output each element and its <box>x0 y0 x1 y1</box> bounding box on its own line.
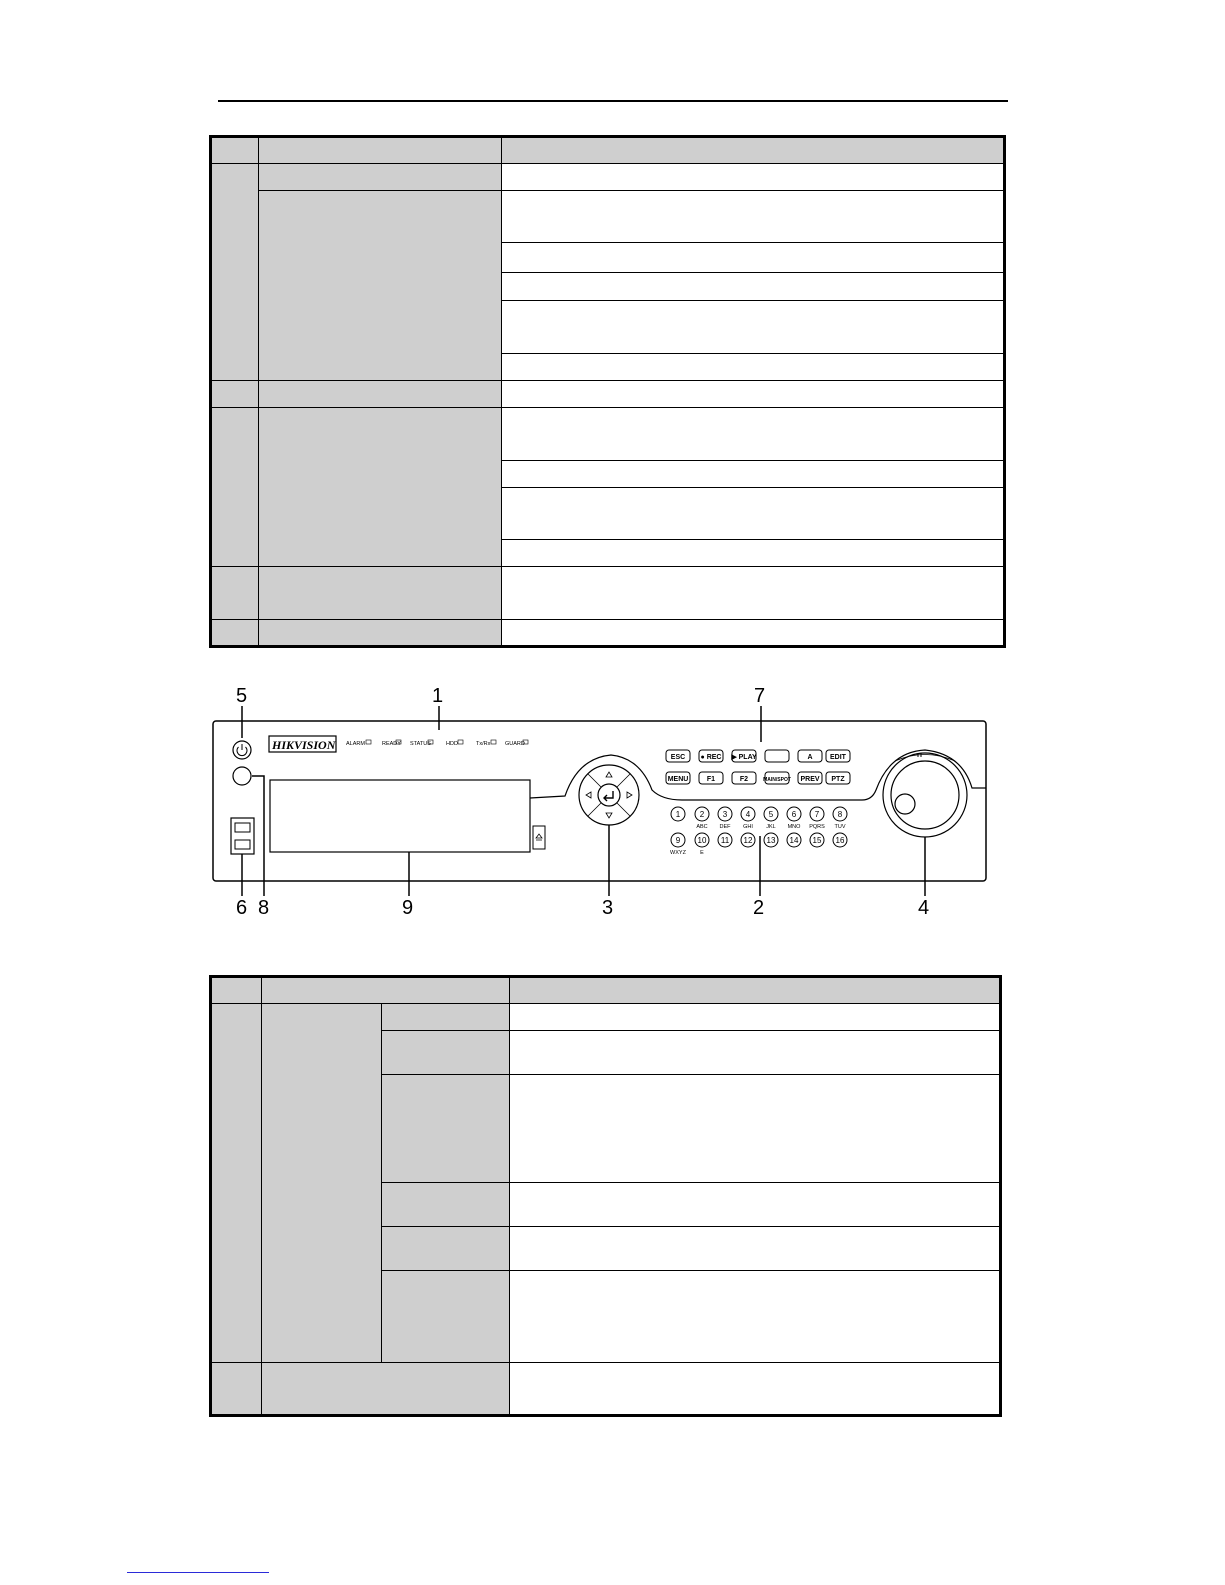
number-key-11-label: 11 <box>720 836 730 845</box>
row-name-cell <box>262 1363 510 1416</box>
row-function-cell <box>502 488 1005 540</box>
f2-button-label: F2 <box>739 776 749 783</box>
header-cell-name <box>262 977 510 1004</box>
row-name-cell <box>259 567 502 620</box>
row-number-cell <box>211 408 259 567</box>
ir-receiver <box>233 767 251 785</box>
row-name-cell <box>382 1183 510 1227</box>
row-function-cell <box>502 408 1005 461</box>
header-cell-function <box>510 977 1001 1004</box>
usb-port-1[interactable] <box>235 823 250 832</box>
hikvision-logo: HIKVISION <box>272 738 336 752</box>
number-key-6-label: 6 <box>791 810 797 819</box>
table-row <box>211 381 1005 408</box>
callout-7: 7 <box>754 685 766 707</box>
row-number-cell <box>211 1004 262 1363</box>
indicator-hdd: HDD <box>446 741 458 747</box>
indicator-ready: READY <box>382 741 401 747</box>
number-key-15-label: 15 <box>812 836 822 845</box>
row-group-cell <box>262 1004 382 1363</box>
a-button-label: A <box>807 754 813 761</box>
prev-button-label: PREV <box>800 776 820 783</box>
row-name-cell <box>382 1075 510 1183</box>
table-row <box>211 620 1005 647</box>
top-spec-table <box>209 135 1006 648</box>
header-rule <box>218 100 1008 102</box>
esc-button-label: ESC <box>670 754 686 761</box>
number-key-5-label: 5 <box>768 810 774 819</box>
row-function-cell <box>510 1227 1001 1271</box>
callout-5: 5 <box>236 685 248 707</box>
row-name-cell <box>259 381 502 408</box>
row-number-cell <box>211 567 259 620</box>
row-function-cell <box>502 461 1005 488</box>
main-spot-button-label: MAIN/SPOT <box>763 777 791 783</box>
header-cell-function <box>502 137 1005 164</box>
table-row <box>211 567 1005 620</box>
row-function-cell <box>502 273 1005 301</box>
dvd-eject-button[interactable] <box>533 826 545 849</box>
callout-8: 8 <box>258 897 270 918</box>
row-function-cell <box>502 567 1005 620</box>
row-number-cell <box>211 620 259 647</box>
play-button-label: ▶ PLAY <box>731 754 757 761</box>
indicator-status: STATUS <box>410 741 431 747</box>
edit-button-label: EDIT <box>830 754 846 761</box>
front-panel-svg <box>200 678 1000 918</box>
rec-button-label: ● REC <box>700 754 722 761</box>
callout-9: 9 <box>402 897 414 918</box>
number-key-10-label: 10 <box>697 836 707 845</box>
row-name-cell <box>382 1227 510 1271</box>
table-row <box>211 1363 1001 1416</box>
jog-dial[interactable] <box>895 794 915 814</box>
row-number-cell <box>211 1363 262 1416</box>
callout-4: 4 <box>918 897 930 918</box>
bottom-spec-table <box>209 975 1002 1417</box>
menu-button-label: MENU <box>667 776 689 783</box>
row-function-cell <box>510 1363 1001 1416</box>
zoom-button[interactable] <box>765 750 789 762</box>
table-header-row <box>211 137 1005 164</box>
key-caption-mno: MNO <box>787 824 801 830</box>
number-key-9-label: 9 <box>675 836 681 845</box>
number-key-4-label: 4 <box>745 810 751 819</box>
f1-button-label: F1 <box>706 776 716 783</box>
key-caption-ghi: GHI <box>743 824 753 830</box>
key-caption-tuv: TUV <box>834 824 846 830</box>
row-function-cell <box>510 1271 1001 1363</box>
callout-6: 6 <box>236 897 248 918</box>
key-caption-pqrs: PQRS <box>809 824 825 830</box>
key-caption-wxyz: WXYZ <box>670 850 686 856</box>
usb-port-2[interactable] <box>235 840 250 849</box>
row-number-cell <box>211 164 259 381</box>
row-function-cell <box>502 354 1005 381</box>
dvd-drive <box>270 780 530 852</box>
row-name-cell <box>382 1004 510 1031</box>
indicator-guard: GUARD <box>505 741 525 747</box>
table-row <box>211 191 1005 243</box>
table-row <box>211 408 1005 461</box>
number-key-7-label: 7 <box>814 810 820 819</box>
row-name-cell <box>259 191 502 381</box>
row-name-cell <box>259 620 502 647</box>
header-cell-no <box>211 137 259 164</box>
number-key-3-label: 3 <box>722 810 728 819</box>
ptz-button-label: PTZ <box>831 776 845 783</box>
callout-2: 2 <box>753 897 765 918</box>
indicator-alarm: ALARM <box>346 741 365 747</box>
table-row <box>211 164 1005 191</box>
row-function-cell <box>502 620 1005 647</box>
number-key-14-label: 14 <box>789 836 799 845</box>
row-name-cell <box>382 1271 510 1363</box>
row-name-cell <box>382 1031 510 1075</box>
row-function-cell <box>510 1075 1001 1183</box>
row-name-cell <box>259 164 502 191</box>
key-caption-e: E <box>700 850 704 856</box>
row-function-cell <box>502 243 1005 273</box>
number-key-1-label: 1 <box>675 810 681 819</box>
row-function-cell <box>502 191 1005 243</box>
table-header-row <box>211 977 1001 1004</box>
header-cell-name <box>259 137 502 164</box>
row-function-cell <box>510 1004 1001 1031</box>
row-function-cell <box>510 1031 1001 1075</box>
number-key-2-label: 2 <box>699 810 705 819</box>
row-name-cell <box>259 408 502 567</box>
callout-3: 3 <box>602 897 614 918</box>
number-key-16-label: 16 <box>835 836 845 845</box>
number-key-12-label: 12 <box>743 836 753 845</box>
key-caption-def: DEF <box>719 824 731 830</box>
key-caption-jkl: JKL <box>766 824 776 830</box>
table-row <box>211 1004 1001 1031</box>
header-cell-no <box>211 977 262 1004</box>
row-function-cell <box>502 164 1005 191</box>
row-function-cell <box>502 301 1005 354</box>
front-panel-diagram <box>200 678 1000 918</box>
callout-1: 1 <box>432 685 444 707</box>
number-key-8-label: 8 <box>837 810 843 819</box>
row-function-cell <box>502 540 1005 567</box>
enter-button[interactable] <box>598 784 620 806</box>
row-function-cell <box>510 1183 1001 1227</box>
row-number-cell <box>211 381 259 408</box>
indicator-txrx: Tx/Rx <box>476 741 491 747</box>
row-function-cell <box>502 381 1005 408</box>
key-caption-abc: ABC <box>696 824 708 830</box>
number-key-13-label: 13 <box>766 836 776 845</box>
footer-link-underline[interactable] <box>127 1572 269 1573</box>
